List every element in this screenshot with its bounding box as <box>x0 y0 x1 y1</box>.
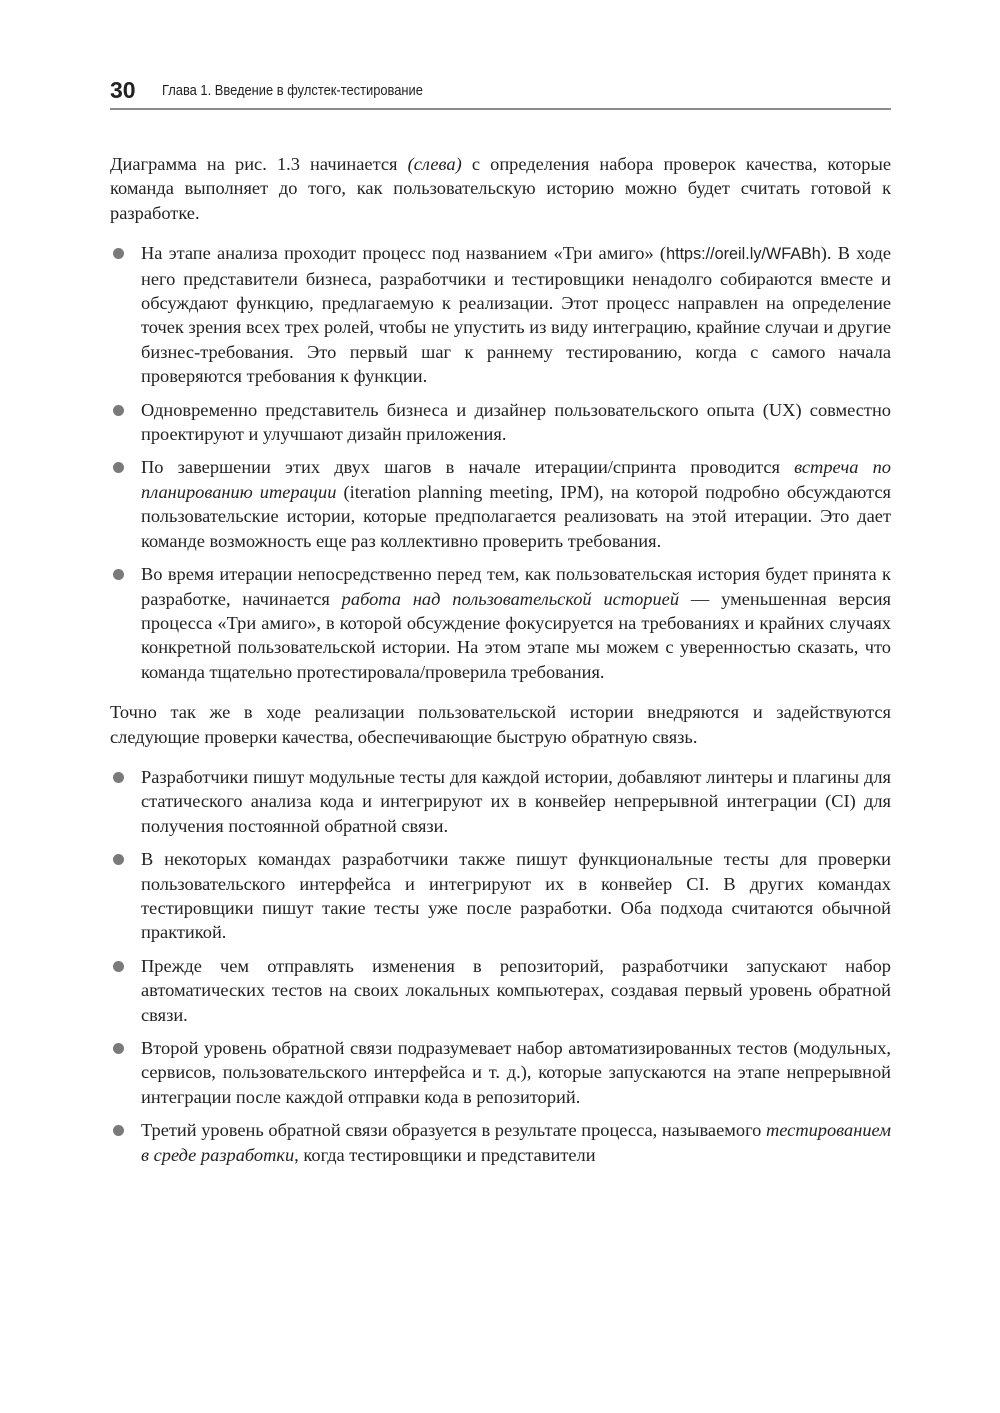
link-url[interactable]: https://oreil.ly/WFABh <box>666 245 821 264</box>
bullet-dot-icon <box>113 462 124 473</box>
text-run: — уменьшенная версия процесса «Три амиго», в которой обсуждение фокусируется на требованиях и крайних случаях конкретной пользовательской истории. На этом этапе мы можем с уверенностью сказать, что команда тщательно протестировала/проверила требования. <box>141 588 891 682</box>
text-run: Разработчики пишут модульные тесты для каждой истории, добавляют линтеры и плагины для статического анализа кода и интегрируют их в конвейер непрерывной интеграции (CI) для получения постоянной обратной связи. <box>141 766 891 836</box>
chapter-title: Глава 1. Введение в фулстек-тестирование <box>161 81 423 99</box>
text-run: Одновременно представитель бизнеса и дизайнер пользовательского опыта (UX) совместно проектируют и улучшают дизайн приложения. <box>141 399 891 445</box>
bullet-dot-icon <box>113 569 124 580</box>
list-item <box>110 241 891 388</box>
text-run: ). В ходе него представители бизнеса, разработчики и тестировщики ненадолго собираются вместе и обсуждают функцию, предлагаемую к реализации. Этот процесс направлен на определение точек зрения всех трех ролей, чтобы не упустить из виду интеграцию, крайние случаи и другие бизнес-требования. Это первый шаг к раннему тестированию, когда с самого начала проверяются требования к функции. <box>141 243 891 387</box>
emphasis-text: встреча по планированию итерации <box>141 457 891 502</box>
emphasis-text: работа над пользовательской историей <box>341 588 680 609</box>
text-run: На этапе анализа проходит процесс под названием «Три амиго» ( <box>141 243 667 264</box>
emphasis-text: (слева) <box>407 154 462 174</box>
bullet-dot-icon <box>113 854 124 865</box>
text-run: Точно так же в ходе реализации пользовательской истории внедряются и задействуются следующие проверки качества, обеспечивающие быструю обратную связь. <box>110 702 891 747</box>
bullet-list-planning <box>110 241 891 684</box>
page-number: 30 <box>110 76 136 103</box>
spacer <box>110 684 891 700</box>
text-run: По завершении этих двух шагов в начале итерации/спринта проводится <box>141 457 795 478</box>
bullet-dot-icon <box>113 1043 124 1054</box>
text-run: В некоторых командах разработчики также пишут функциональные тесты для проверки пользовательского интерфейса и интегрируют их в конвейер CI. В других командах тестировщики пишут такие тесты уже после разработки. Оба подхода считаются обычной практикой. <box>141 849 891 943</box>
bullet-list-feedback <box>110 765 891 1167</box>
text-run: Третий уровень обратной связи образуется в результате процесса, называемого <box>141 1120 766 1141</box>
text-run: Диаграмма на рис. 1.3 начинается <box>110 154 408 174</box>
bullet-dot-icon <box>113 248 124 259</box>
spacer <box>110 225 891 241</box>
list-item <box>110 954 891 1027</box>
text-run: Второй уровень обратной связи подразумевает набор автоматизированных тестов (модульных, сервисов, пользовательского интерфейса и т. д.), которые запускаются на этапе непрерывной интеграции после каждой отправки кода в репозиторий. <box>141 1038 891 1107</box>
middle-paragraph <box>110 700 891 749</box>
text-run: Во время итерации непосредственно перед тем, как пользовательская история будет принята к разработке, начинается <box>141 564 891 609</box>
spacer <box>110 749 891 765</box>
list-item <box>110 455 891 553</box>
text-run: , когда тестировщики и представители <box>294 1144 596 1165</box>
list-item <box>110 1118 891 1167</box>
bullet-dot-icon <box>113 961 124 972</box>
page-body <box>110 152 891 1167</box>
intro-paragraph <box>110 152 891 225</box>
list-item <box>110 398 891 447</box>
list-item <box>110 562 891 684</box>
emphasis-text: тестированием в среде разработки <box>141 1120 891 1165</box>
bullet-dot-icon <box>113 772 124 783</box>
list-item <box>110 847 891 945</box>
bullet-dot-icon <box>113 405 124 416</box>
running-header <box>110 72 891 110</box>
text-run: с определения набора проверок качества, которые команда выполняет до того, как пользовательскую историю можно будет считать готовой к разработке. <box>110 154 891 223</box>
bullet-dot-icon <box>113 1125 124 1136</box>
list-item <box>110 765 891 838</box>
list-item <box>110 1036 891 1109</box>
text-run: (iteration planning meeting, IPM), на которой подробно обсуждаются пользовательские истории, которые предполагается реализовать на этой итерации. Это дает команде возможность еще раз коллективно проверить требования. <box>141 481 891 551</box>
text-run: Прежде чем отправлять изменения в репозиторий, разработчики запускают набор автоматических тестов на своих локальных компьютерах, создавая первый уровень обратной связи. <box>141 955 891 1025</box>
